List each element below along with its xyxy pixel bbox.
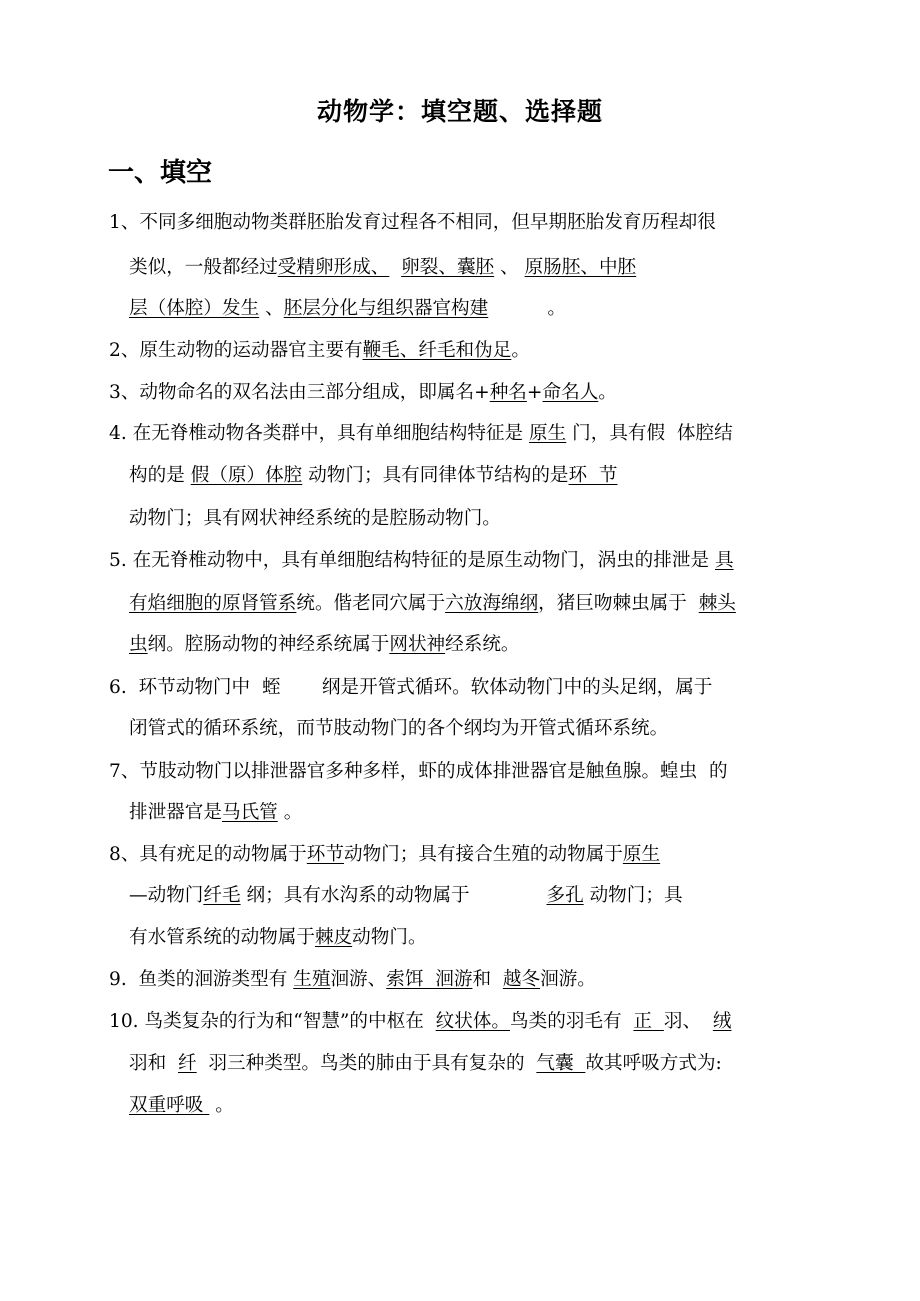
question-9-line-1 bbox=[109, 967, 596, 993]
answer-blank: 索饵 洄游 bbox=[386, 969, 473, 990]
question-text: 纲；具有水沟系的动物属于 bbox=[240, 885, 547, 906]
answer-blank: 棘皮 bbox=[314, 927, 353, 948]
question-10-line-2 bbox=[129, 1051, 722, 1077]
question-text: 、 bbox=[494, 257, 525, 278]
answer-blank: 卵裂、囊胚 bbox=[401, 257, 495, 278]
question-text: 洄游、 bbox=[330, 969, 387, 990]
question-text: 2、原生动物的运动器官主要有 bbox=[109, 340, 363, 361]
answer-blank: 网状神 bbox=[389, 634, 446, 655]
question-10-line-1 bbox=[109, 1009, 731, 1035]
question-8-line-1 bbox=[109, 842, 660, 868]
answer-blank: 纹状体。 bbox=[435, 1011, 511, 1032]
question-text: 。 bbox=[511, 340, 530, 361]
section-heading: 一、填空 bbox=[108, 158, 213, 188]
question-text: 经系统。 bbox=[445, 634, 520, 655]
answer-blank: 双重呼吸 bbox=[129, 1095, 210, 1116]
question-text: 闭管式的循环系统，而节肢动物门的各个纲均为开管式循环系统。 bbox=[129, 718, 669, 739]
question-text: 5. 在无脊椎动物中，具有单细胞结构特征的是原生动物门，涡虫的排泄是 bbox=[109, 550, 715, 571]
question-text: 羽、 bbox=[663, 1011, 713, 1032]
question-7-line-1 bbox=[109, 759, 728, 785]
question-text: 羽三种类型。鸟类的肺由于具有复杂的 bbox=[196, 1053, 537, 1074]
answer-blank: 多孔 bbox=[546, 885, 584, 906]
page-title: 动物学：填空题、选择题 bbox=[316, 97, 603, 126]
answer-blank: 有焰细胞的原肾管系 bbox=[129, 593, 297, 614]
question-10-line-3 bbox=[129, 1093, 234, 1119]
question-text: 9. 鱼类的洄游类型有 bbox=[109, 969, 294, 990]
question-4-line-1 bbox=[109, 421, 733, 447]
answer-blank: 具 bbox=[714, 550, 734, 571]
question-text: 排泄器官是 bbox=[129, 802, 222, 823]
question-text: 统。偕老同穴属于 bbox=[296, 593, 446, 614]
question-5-line-3 bbox=[129, 632, 520, 658]
answer-blank: 受精卵形成、 bbox=[277, 257, 390, 278]
question-text: 3、动物命名的双名法由三部分组成，即属名+ bbox=[109, 382, 490, 403]
question-2-line-1 bbox=[109, 338, 530, 364]
question-text: 有水管系统的动物属于 bbox=[129, 927, 315, 948]
question-1-line-1 bbox=[109, 210, 716, 236]
question-5-line-2 bbox=[129, 591, 736, 617]
question-text: 7、节肢动物门以排泄器官多种多样，虾的成体排泄器官是触鱼腺。蝗虫 的 bbox=[109, 761, 728, 782]
question-text: 。 bbox=[277, 802, 303, 823]
answer-blank: 鞭毛、纤毛和伪足 bbox=[362, 340, 512, 361]
question-text: 、 bbox=[259, 298, 284, 319]
answer-blank: 气囊 bbox=[536, 1053, 586, 1074]
answer-blank: 假（原）体腔 bbox=[190, 465, 303, 486]
question-text: 动物门。 bbox=[352, 927, 427, 948]
answer-blank: 六放海绵纲 bbox=[445, 593, 539, 614]
question-text: 动物门；具 bbox=[583, 885, 683, 906]
question-7-line-2 bbox=[129, 800, 302, 826]
question-8-line-2 bbox=[129, 883, 683, 909]
question-text: ，猪巨吻棘虫属于 bbox=[538, 593, 699, 614]
question-text: 6. 环节动物门中 蛭 纲是开管式循环。软体动物门中的头足纲，属于 bbox=[109, 677, 713, 698]
answer-blank: 原生 bbox=[529, 423, 567, 444]
question-text: 羽和 bbox=[129, 1053, 179, 1074]
answer-blank: 正 bbox=[633, 1011, 664, 1032]
question-text: 纲。腔肠动物的神经系统属于 bbox=[147, 634, 390, 655]
question-1-line-2 bbox=[129, 255, 636, 281]
question-text: 动物门；具有同律体节结构的是 bbox=[302, 465, 569, 486]
answer-blank: 生殖 bbox=[293, 969, 331, 990]
answer-blank: 层（体腔）发生 bbox=[129, 298, 260, 319]
question-text: 。 bbox=[598, 382, 617, 403]
answer-blank: 种名 bbox=[489, 382, 527, 403]
question-text: 。 bbox=[209, 1095, 234, 1116]
answer-blank: 虫 bbox=[129, 634, 148, 655]
question-text: —动物门 bbox=[129, 885, 204, 906]
answer-blank: 原生 bbox=[622, 844, 661, 865]
question-text: 故其呼吸方式为: bbox=[585, 1053, 722, 1074]
question-3-line-1 bbox=[109, 380, 617, 406]
question-text: 门，具有假 体腔结 bbox=[566, 423, 733, 444]
question-text: 和 bbox=[472, 969, 503, 990]
question-text: 8、具有疣足的动物属于 bbox=[109, 844, 307, 865]
answer-blank: 越冬 bbox=[502, 969, 541, 990]
question-text: + bbox=[526, 382, 543, 403]
question-text: 动物门；具有接合生殖的动物属于 bbox=[343, 844, 623, 865]
answer-blank: 环节 bbox=[306, 844, 344, 865]
question-6-line-1 bbox=[109, 675, 712, 701]
question-text: 类似，一般都经过 bbox=[129, 257, 278, 278]
question-1-line-3 bbox=[129, 296, 566, 322]
question-6-line-2 bbox=[129, 716, 668, 742]
answer-blank: 纤毛 bbox=[203, 885, 241, 906]
answer-blank: 原肠胚、中胚 bbox=[524, 257, 637, 278]
question-8-line-3 bbox=[129, 925, 427, 951]
answer-blank: 纤 bbox=[178, 1053, 197, 1074]
question-text: 鸟类的羽毛有 bbox=[510, 1011, 634, 1032]
question-4-line-3 bbox=[129, 506, 501, 532]
answer-blank: 环 节 bbox=[568, 465, 618, 486]
question-5-line-1 bbox=[109, 548, 734, 574]
question-text: 洄游。 bbox=[540, 969, 596, 990]
question-text: 4. 在无脊椎动物各类群中，具有单细胞结构特征是 bbox=[109, 423, 530, 444]
question-text: 10. 鸟类复杂的行为和“智慧”的中枢在 bbox=[109, 1011, 436, 1032]
question-text bbox=[389, 257, 401, 278]
answer-blank: 胚层分化与组织器官构建 bbox=[283, 298, 489, 319]
answer-blank: 棘头 bbox=[698, 593, 736, 614]
question-text: 。 bbox=[488, 298, 566, 319]
question-text: 1、不同多细胞动物类群胚胎发育过程各不相同，但早期胚胎发育历程却很 bbox=[109, 212, 716, 233]
question-text: 构的是 bbox=[129, 465, 191, 486]
answer-blank: 命名人 bbox=[542, 382, 599, 403]
question-4-line-2 bbox=[129, 463, 618, 489]
answer-blank: 马氏管 bbox=[221, 802, 278, 823]
question-text: 动物门；具有网状神经系统的是腔肠动物门。 bbox=[129, 508, 501, 529]
answer-blank: 绒 bbox=[712, 1011, 732, 1032]
